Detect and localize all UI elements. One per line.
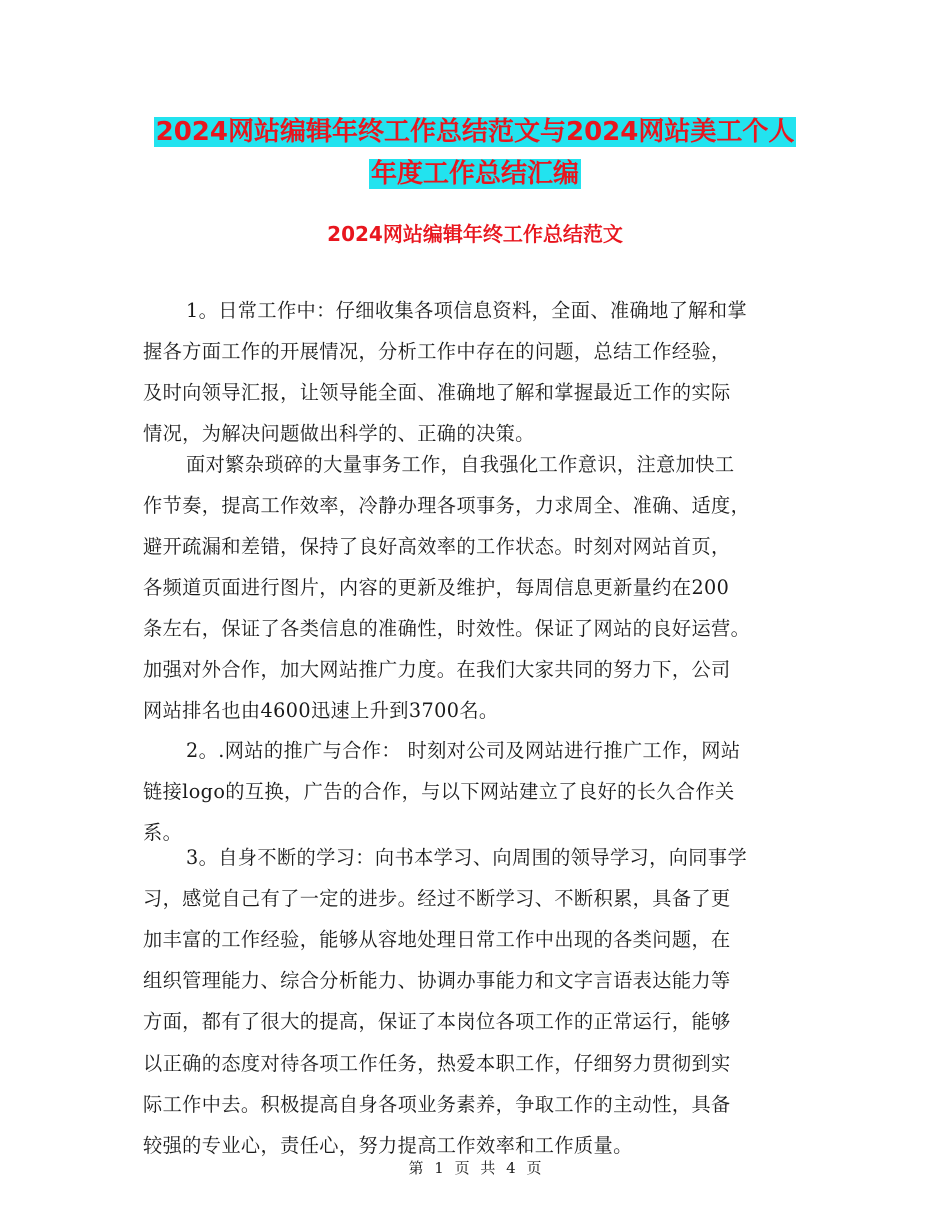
paragraph-2-line-7: 网站排名也由4600迅速上升到3700名。 — [143, 699, 499, 722]
paragraph-2-line-2: 作节奏，提高工作效率，冷静办理各项事务，力求周全、准确、适度， — [143, 494, 751, 517]
paragraph-4-line-1: 3。自身不断的学习：向书本学习、向周围的领导学习，向同事学 — [186, 846, 748, 869]
paragraph-2-line-6: 加强对外合作，加大网站推广力度。在我们大家共同的努力下，公司 — [143, 658, 731, 681]
paragraph-4-line-4: 组织管理能力、综合分析能力、协调办事能力和文字言语表达能力等 — [143, 969, 731, 992]
paragraph-2-line-3: 避开疏漏和差错，保持了良好高效率的工作状态。时刻对网站首页， — [143, 535, 731, 558]
paragraph-2-line-5: 条左右，保证了各类信息的准确性，时效性。保证了网站的良好运营。 — [143, 617, 751, 640]
document-title-line-2: 年度工作总结汇编 — [370, 159, 579, 189]
paragraph-1-line-1: 1。日常工作中：仔细收集各项信息资料，全面、准确地了解和掌 — [186, 299, 748, 322]
paragraph-4-line-2: 习，感觉自己有了一定的进步。经过不断学习、不断积累，具备了更 — [143, 887, 731, 910]
document-title-line-1: 2024网站编辑年终工作总结范文与2024网站美工个人 — [155, 117, 795, 147]
paragraph-1-line-3: 及时向领导汇报，让领导能全面、准确地了解和掌握最近工作的实际 — [143, 381, 731, 404]
page-footer: 第 1 页 共 4 页 — [408, 1159, 542, 1177]
paragraph-4-line-8: 较强的专业心，责任心，努力提高工作效率和工作质量。 — [143, 1134, 633, 1157]
paragraph-4-line-7: 际工作中去。积极提高自身各项业务素养，争取工作的主动性，具备 — [143, 1093, 731, 1116]
paragraph-1-line-2: 握各方面工作的开展情况，分析工作中存在的问题，总结工作经验， — [143, 340, 731, 363]
paragraph-4-line-5: 方面，都有了很大的提高，保证了本岗位各项工作的正常运行，能够 — [143, 1010, 731, 1033]
paragraph-2-line-1: 面对繁杂琐碎的大量事务工作，自我强化工作意识，注意加快工 — [186, 453, 735, 476]
paragraph-2-line-4: 各频道页面进行图片，内容的更新及维护，每周信息更新量约在200 — [143, 576, 730, 599]
paragraph-3-line-2: 链接logo的互换，广告的合作，与以下网站建立了良好的长久合作关 — [143, 780, 735, 803]
paragraph-1-line-4: 情况，为解决问题做出科学的、正确的决策。 — [143, 422, 535, 445]
paragraph-4-line-3: 加丰富的工作经验，能够从容地处理日常工作中出现的各类问题，在 — [143, 928, 731, 951]
section-title: 2024网站编辑年终工作总结范文 — [327, 222, 623, 246]
paragraph-4-line-6: 以正确的态度对待各项工作任务，热爱本职工作，仔细努力贯彻到实 — [143, 1052, 731, 1075]
paragraph-3-line-3: 系。 — [143, 821, 183, 844]
paragraph-3-line-1: 2。.网站的推广与合作： 时刻对公司及网站进行推广工作，网站 — [186, 739, 741, 762]
